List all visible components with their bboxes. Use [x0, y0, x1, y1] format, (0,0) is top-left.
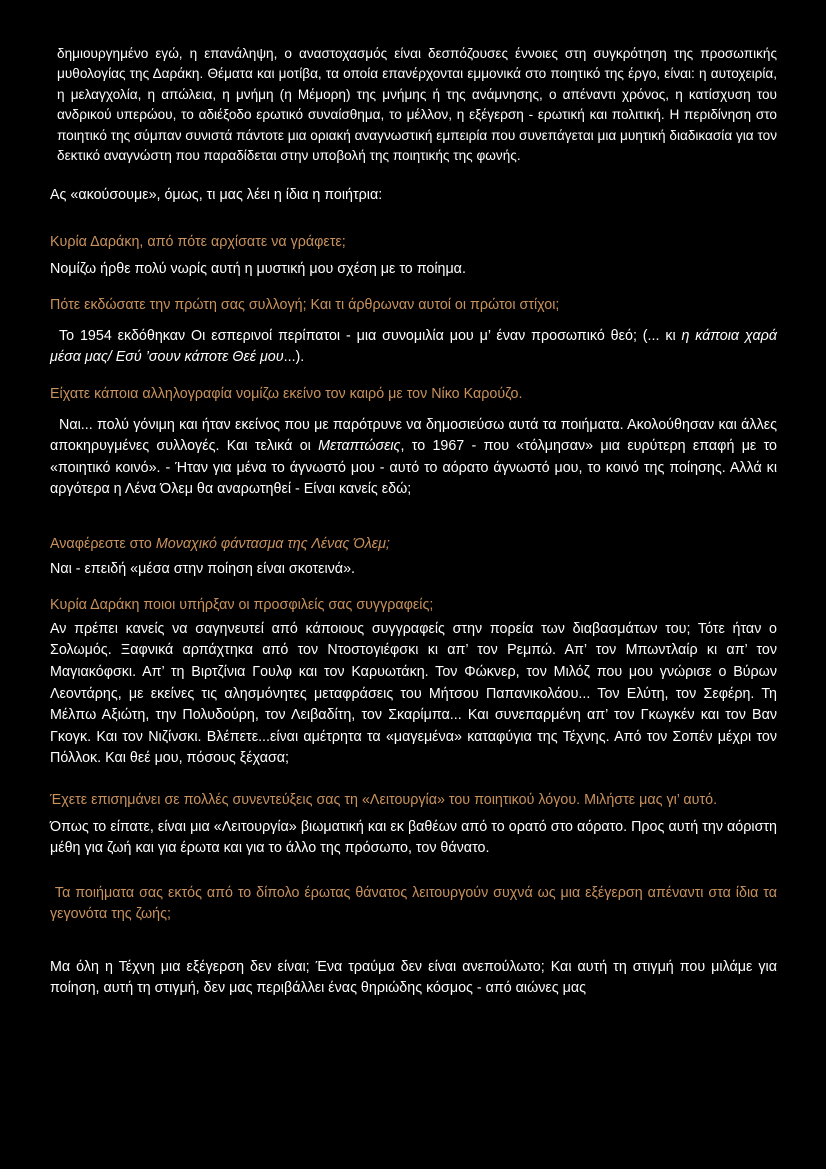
question-4-pre: Αναφέρεστε στο — [50, 535, 156, 552]
question-5: Κυρία Δαράκη ποιοι υπήρξαν οι προσφιλείς σας συγγραφείς; — [50, 597, 434, 614]
answer-3-post: , το 1967 - που «τόλμησαν» μια ευρύτερη επαφή με το «ποιητικό κοινό». - Ήταν για μένα το άγνωστό μου - αυτό το αόρατο άγνωστό μου, το κοινό της ποίησης. Αλλά κι αργότερα η Λένα Όλεμ θα αναρωτηθεί - Είναι κανείς εδώ; — [50, 438, 777, 498]
answer-2-text: Το 1954 εκδόθηκαν Οι εσπερινοί περίπατοι - μια συνομιλία μου μ’ έναν προσωπικό θεό; (... κι — [59, 327, 682, 344]
answer-3-italic: Μεταπτώσεις — [318, 438, 401, 455]
answer-7: Μα όλη η Τέχνη μια εξέγερση δεν είναι; Ένα τραύμα δεν είναι ανεπούλωτο; Και αυτή τη στιγμή που μιλάμε για ποίηση, αυτή τη στιγμή, δεν μας περιβάλλει ένας θηριώδης κόσμος - από αιώνες μας — [50, 958, 777, 997]
answer-3-pre: Ναι... πολύ γόνιμη και ήταν εκείνος που με παρότρυνε να δημοσιεύσω αυτά τα ποιήματα. Ακολούθησαν και άλλες αποκηρυγμένες συλλογές. Και τελικά οι — [50, 416, 777, 455]
answer-5: Αν πρέπει κανείς να σαγηνευτεί από κάποιους συγγραφείς στην πορεία των διαβασμάτων του; Τότε ήταν ο Σολωμός. Ξαφνικά αρπάχτηκα από τον Ντοστογιέφσκι κι απ’ τον Ρεμπώ. Απ’ τον Μπωντλαίρ κι απ’ τον Μαγιακόφσκι. Απ’ τη Βιρτζίνια Γουλφ και τον Καρυωτάκη. Τον Φώκνερ, τον Μιλόζ που μου γνώρισε ο Βύρων Λεοντάρης, με εκείνες τις αλησμόνητες μεταφράσεις του Μήτσου Παπανικολάου... Τον Ελύτη, τον Σεφέρη. Τη Μέλπω Αξιώτη, την Πολυδούρη, τον Λειβαδίτη, τον Σκαρίμπα... Και συνεπαρμένη απ’ τον Γκωγκέν και τον Βαν Γκογκ. Και τον Νιζίνσκι. Βλέπετε...είναι αμέτρητα τα «μαγεμένα» καταφύγια της Τέχνης. Από τον Σοπέν μέχρι τον Πόλλοκ. Και θεέ μου, πόσους ξέχασα; — [50, 620, 777, 767]
question-7: Τα ποιήματα σας εκτός από το δίπολο έρωτας θάνατος λειτουργούν συχνά ως μια εξέγερση απέναντι στα ίδια τα γεγονότα της ζωής; — [50, 884, 781, 923]
question-4 — [50, 534, 777, 556]
question-2: Πότε εκδώσατε την πρώτη σας συλλογή; Και τι άρθρωναν αυτοί οι πρώτοι στίχοι; — [50, 297, 560, 314]
answer-2-end: ...). — [283, 349, 305, 366]
answer-6: Όπως το είπατε, είναι μια «Λειτουργία» βιωματική και εκ βαθέων από το ορατό στο αόρατο. Προς αυτή την αόριστη μέθη για ζωή και για έρωτα και για το άλλο της πρόσωπο, τον θάνατο. — [50, 818, 777, 857]
answer-2-italic: η κάποια χαρά μέσα μας/ Εσύ ’σουν κάποτε Θεέ μου — [50, 327, 777, 366]
intro-paragraph: δημιουργημένο εγώ, η επανάληψη, ο αναστοχασμός είναι δεσπόζουσες έννοιες στη συγκρότηση της προσωπικής μυθολογίας της Δαράκη. Θέματα και μοτίβα, τα οποία επανέρχονται εμμονικά στο ποιητικό της έργο, είναι: η αυτοχειρία, η μελαγχολία, η απώλεια, η μνήμη (η Μέμορη) της μνήμης ή της ανάμνησης, ο απέναντι χρόνος, η κατίσχυση του ανδρικού υπερώου, το αδιέξοδο ερωτικό συναίσθημα, το μέλλον, η εξέγερση - ερωτική και πολιτική. Η περιδίνηση στο ποιητικό της σύμπαν συνιστά πάντοτε μια οριακή αναγνωστική εμπειρία που συνεπάγεται μια μυητική διαδικασία για τον δεκτικό αναγνώστη που παραδίδεται στην υποβολή της ποιητικής της φωνής. — [57, 46, 777, 164]
answer-1: Νομίζω ήρθε πολύ νωρίς αυτή η μυστική μου σχέση με το ποίημα. — [50, 260, 466, 277]
lead-paragraph: Ας «ακούσουμε», όμως, τι μας λέει η ίδια η ποιήτρια: — [50, 187, 383, 204]
answer-3 — [50, 415, 777, 501]
question-1: Κυρία Δαράκη, από πότε αρχίσατε να γράφετε; — [50, 234, 346, 251]
question-4-italic: Μοναχικό φάντασμα της Λένας Όλεμ; — [155, 535, 390, 552]
answer-4: Ναι - επειδή «μέσα στην ποίηση είναι σκοτεινά». — [50, 560, 355, 577]
question-3: Είχατε κάποια αλληλογραφία νομίζω εκείνο τον καιρό με τον Νίκο Καρούζο. — [50, 386, 523, 402]
question-6: Έχετε επισημάνει σε πολλές συνεντεύξεις σας τη «Λειτουργία» του ποιητικού λόγου. Μιλήστε μας γι’ αυτό. — [50, 791, 718, 808]
answer-2 — [50, 326, 777, 369]
